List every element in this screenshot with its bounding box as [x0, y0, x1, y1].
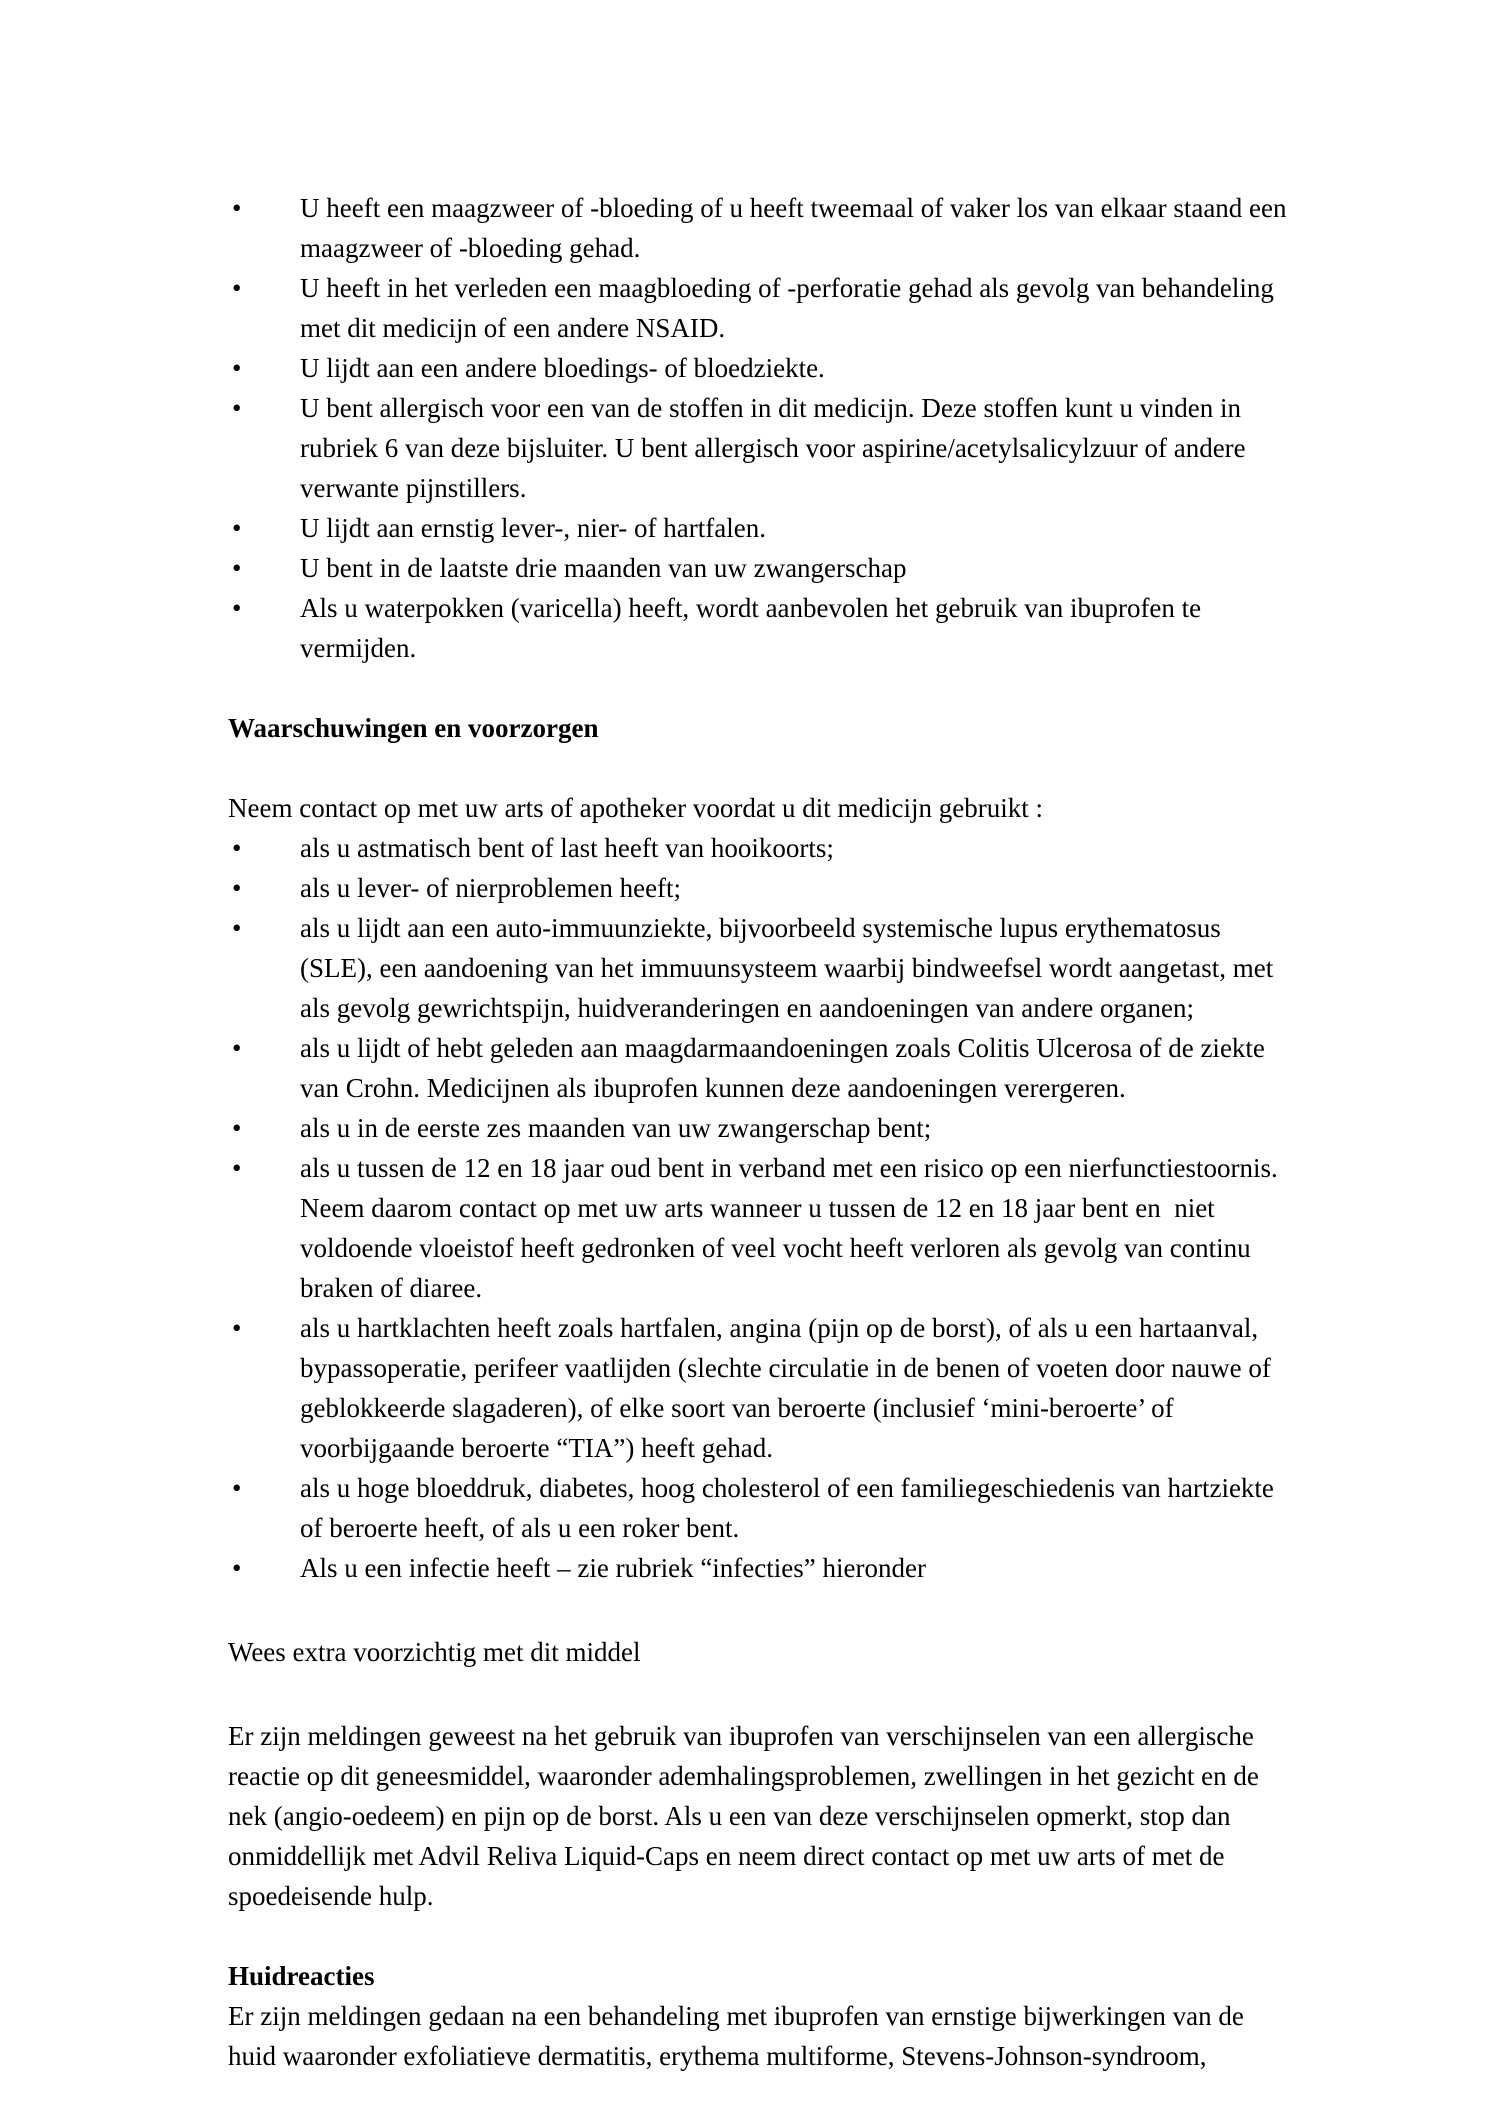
text-line: als u in de eerste zes maanden van uw zwangerschap bent; — [300, 1113, 932, 1143]
text-line: braken of diaree. — [300, 1273, 483, 1303]
bullet-icon: • — [232, 593, 242, 623]
list-item — [228, 268, 1344, 348]
bullet-icon: • — [232, 1113, 242, 1143]
text-line: als u hoge bloeddruk, diabetes, hoog cholesterol of een familiegeschiedenis van hartziekte — [300, 1473, 1274, 1503]
bullet-item-text — [300, 1148, 1278, 1308]
text-line: maagzweer of -bloeding gehad. — [300, 233, 641, 263]
bullet-item-text — [300, 588, 1201, 668]
list-item — [228, 868, 1344, 908]
text-line: spoedeisende hulp. — [228, 1881, 434, 1911]
bullet-list — [228, 188, 1344, 668]
text-line: huid waaronder exfoliatieve dermatitis, erythema multiforme, Stevens-Johnson-syndroom, — [228, 2041, 1207, 2071]
bullet-icon: • — [232, 1553, 242, 1583]
text-line: als u astmatisch bent of last heeft van hooikoorts; — [300, 833, 834, 863]
list-item — [228, 1548, 1344, 1588]
list-item — [228, 548, 1344, 588]
bullet-list — [228, 828, 1344, 1588]
paragraph — [228, 1996, 1344, 2076]
bullet-item-text — [300, 828, 834, 868]
text-line: als u tussen de 12 en 18 jaar oud bent in verband met een risico op een nierfunctiestoornis. — [300, 1153, 1278, 1183]
bullet-icon: • — [232, 393, 242, 423]
list-item — [228, 348, 1344, 388]
text-line: rubriek 6 van deze bijsluiter. U bent allergisch voor aspirine/acetylsalicylzuur of andere — [300, 433, 1246, 463]
text-line: nek (angio-oedeem) en pijn op de borst. Als u een van deze verschijnselen opmerkt, stop dan — [228, 1801, 1231, 1831]
bullet-icon: • — [232, 553, 242, 583]
list-item — [228, 828, 1344, 868]
list-item — [228, 908, 1344, 1028]
list-intro-text: Neem contact op met uw arts of apotheker voordat u dit medicijn gebruikt : — [228, 793, 1044, 823]
text-line: Er zijn meldingen gedaan na een behandeling met ibuprofen van ernstige bijwerkingen van de — [228, 2001, 1244, 2031]
bullet-item-text — [300, 908, 1273, 1028]
bullet-item-text — [300, 1108, 931, 1148]
text-line: U bent in de laatste drie maanden van uw zwangerschap — [300, 553, 907, 583]
text-line: U lijdt aan ernstig lever-, nier- of hartfalen. — [300, 513, 766, 543]
text-line: verwante pijnstillers. — [300, 473, 527, 503]
text-line: geblokkeerde slagaderen), of elke soort van beroerte (inclusief ‘mini-beroerte’ of — [300, 1393, 1174, 1423]
bullet-item-text — [300, 1028, 1265, 1108]
text-line: als u lever- of nierproblemen heeft; — [300, 873, 682, 903]
list-item — [228, 588, 1344, 668]
bullet-item-text — [300, 548, 907, 588]
section-subheading: Wees extra voorzichtig met dit middel — [228, 1637, 641, 1667]
list-item — [228, 508, 1344, 548]
text-line: als u lijdt aan een auto-immuunziekte, bijvoorbeeld systemische lupus erythematosus — [300, 913, 1221, 943]
text-line: Als u een infectie heeft – zie rubriek “infecties” hieronder — [300, 1553, 926, 1583]
text-line: onmiddellijk met Advil Reliva Liquid-Caps en neem direct contact op met uw arts of met de — [228, 1841, 1225, 1871]
text-line: Neem daarom contact op met uw arts wanneer u tussen de 12 en 18 jaar bent en niet — [300, 1193, 1215, 1223]
text-line: U bent allergisch voor een van de stoffen in dit medicijn. Deze stoffen kunt u vinden in — [300, 393, 1242, 423]
bullet-icon: • — [232, 1473, 242, 1503]
list-item — [228, 388, 1344, 508]
bullet-icon: • — [232, 1153, 242, 1183]
text-line: voldoende vloeistof heeft gedronken of veel vocht heeft verloren als gevolg van continu — [300, 1233, 1251, 1263]
bullet-icon: • — [232, 913, 242, 943]
text-line: of beroerte heeft, of als u een roker bent. — [300, 1513, 740, 1543]
paragraph — [228, 1716, 1344, 1916]
text-line: als gevolg gewrichtspijn, huidveranderingen en aandoeningen van andere organen; — [300, 993, 1194, 1023]
bullet-icon: • — [232, 273, 242, 303]
text-line: U heeft in het verleden een maagbloeding of -perforatie gehad als gevolg van behandeling — [300, 273, 1274, 303]
list-item — [228, 188, 1344, 268]
list-item — [228, 1308, 1344, 1468]
list-item — [228, 1028, 1344, 1108]
bullet-item-text — [300, 348, 825, 388]
text-line: voorbijgaande beroerte “TIA”) heeft gehad. — [300, 1433, 774, 1463]
text-line: Er zijn meldingen geweest na het gebruik van ibuprofen van verschijnselen van een allergische — [228, 1721, 1254, 1751]
list-item — [228, 1108, 1344, 1148]
text-line: bypassoperatie, perifeer vaatlijden (slechte circulatie in de benen of voeten door nauwe of — [300, 1353, 1271, 1383]
bullet-icon: • — [232, 1313, 242, 1343]
bullet-item-text — [300, 188, 1287, 268]
text-line: vermijden. — [300, 633, 417, 663]
bullet-item-text — [300, 508, 766, 548]
text-line: U lijdt aan een andere bloedings- of bloedziekte. — [300, 353, 825, 383]
bullet-icon: • — [232, 1033, 242, 1063]
list-item — [228, 1148, 1344, 1308]
bullet-icon: • — [232, 353, 242, 383]
text-line: U heeft een maagzweer of -bloeding of u heeft tweemaal of vaker los van elkaar staand een — [300, 193, 1287, 223]
text-line: (SLE), een aandoening van het immuunsysteem waarbij bindweefsel wordt aangetast, met — [300, 953, 1274, 983]
bullet-icon: • — [232, 513, 242, 543]
text-line: van Crohn. Medicijnen als ibuprofen kunnen deze aandoeningen verergeren. — [300, 1073, 1126, 1103]
text-line: met dit medicijn of een andere NSAID. — [300, 313, 726, 343]
bullet-item-text — [300, 388, 1246, 508]
list-item — [228, 1468, 1344, 1548]
document-content — [228, 188, 1344, 2076]
bullet-icon: • — [232, 193, 242, 223]
bullet-item-text — [300, 868, 681, 908]
section-heading: Waarschuwingen en voorzorgen — [228, 713, 599, 743]
text-line: reactie op dit geneesmiddel, waaronder ademhalingsproblemen, zwellingen in het gezicht en de — [228, 1761, 1259, 1791]
bullet-item-text — [300, 268, 1274, 348]
text-line: als u lijdt of hebt geleden aan maagdarmaandoeningen zoals Colitis Ulcerosa of de ziekte — [300, 1033, 1265, 1063]
section-heading: Huidreacties — [228, 1961, 375, 1991]
text-line: Als u waterpokken (varicella) heeft, wordt aanbevolen het gebruik van ibuprofen te — [300, 593, 1202, 623]
bullet-item-text — [300, 1548, 926, 1588]
bullet-item-text — [300, 1308, 1271, 1468]
bullet-item-text — [300, 1468, 1274, 1548]
text-line: als u hartklachten heeft zoals hartfalen, angina (pijn op de borst), of als u een hartaanval, — [300, 1313, 1259, 1343]
bullet-icon: • — [232, 873, 242, 903]
bullet-icon: • — [232, 833, 242, 863]
